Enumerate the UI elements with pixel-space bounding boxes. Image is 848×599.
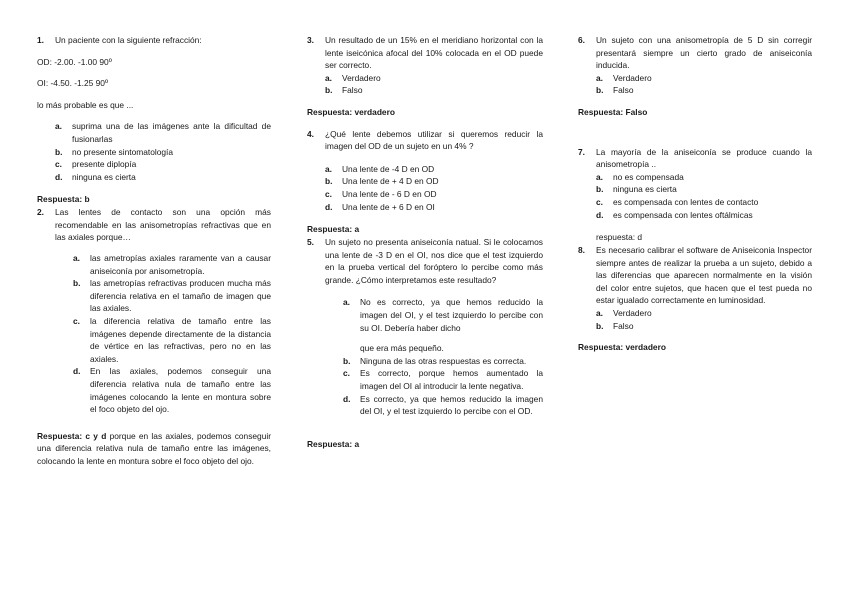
option-text: no es compensada (613, 171, 684, 182)
option-a (325, 72, 543, 85)
option-text: Verdadero (342, 72, 381, 83)
option-letter: a. (55, 121, 62, 132)
option-letter: a. (596, 171, 603, 182)
option-a (55, 120, 271, 145)
option-d (596, 209, 812, 222)
column-2 (307, 34, 543, 450)
option-text: es compensada con lentes oftálmicas (613, 209, 753, 220)
option-text: ninguna es cierta (72, 171, 136, 182)
answer-q3: Respuesta: verdadero (307, 107, 395, 118)
option-text: las ametropías axiales raramente van a causar aniseiconía por anisometropía. (90, 252, 271, 276)
option-text: Verdadero (613, 307, 652, 318)
option-b (596, 183, 812, 196)
option-letter: b. (55, 146, 63, 157)
question-lead: lo más probable es que ... (37, 99, 134, 110)
option-b (343, 355, 543, 368)
option-text: no presente sintomatología (72, 146, 174, 157)
option-b (55, 146, 271, 159)
option-letter: b. (596, 184, 604, 195)
option-letter: b. (325, 176, 333, 187)
option-letter: a. (73, 252, 80, 263)
answer-q4: Respuesta: a (307, 224, 360, 235)
option-letter: c. (325, 189, 332, 200)
column-1 (37, 34, 271, 468)
question-text: Un sujeto con una anisometropía de 5 D sin corregir presentará siempre un cierto grado de aniseiconía inducida. (596, 35, 812, 71)
option-c (343, 367, 543, 392)
option-a (596, 171, 812, 184)
answer-q8: Respuesta: verdadero (578, 342, 666, 353)
option-text: Falso (613, 85, 634, 96)
option-a (325, 163, 543, 176)
option-text: suprima una de las imágenes ante la dificultad de fusionarlas (72, 121, 271, 145)
question-number: 1. (37, 35, 44, 45)
option-letter: b. (596, 320, 604, 331)
option-d (325, 201, 543, 214)
option-text: Una lente de + 4 D en OD (342, 176, 439, 187)
refraction-oi: OI: -4.50. -1.25 90º (37, 78, 109, 89)
option-a (596, 72, 812, 85)
option-b (596, 320, 812, 333)
answer-q1: Respuesta: b (37, 194, 90, 205)
option-text: No es correcto, ya que hemos reducido la imagen del OI, y el test izquierdo lo percibe con su OI. Debería haber dicho (360, 297, 543, 333)
options-q8 (596, 307, 812, 332)
options-q6 (596, 72, 812, 97)
options-q3 (325, 72, 543, 97)
option-a (73, 252, 271, 277)
question-number: 5. (307, 236, 314, 247)
question-text: Un resultado de un 15% en el meridiano horizontal con la lente iseicónica afocal del 10% colocada en el OD puede ser correcto. (325, 35, 543, 71)
option-a (343, 296, 543, 354)
option-letter: a. (325, 72, 332, 83)
question-4 (307, 128, 543, 153)
question-3 (307, 34, 543, 72)
question-6 (578, 34, 812, 72)
option-c (55, 158, 271, 171)
option-text: Es correcto, porque hemos aumentado la imagen del OI al introducir la lente negativa. (360, 368, 543, 392)
option-letter: d. (325, 201, 333, 212)
option-letter: c. (55, 159, 62, 170)
option-text: Falso (342, 85, 363, 96)
question-number: 2. (37, 207, 44, 218)
column-3 (578, 34, 812, 354)
option-text: la diferencia relativa de tamaño entre las imágenes depende directamente de la distancia de vértice en las refractivas, pero no en las axiales. (90, 315, 271, 364)
question-1 (37, 34, 271, 47)
option-c (325, 188, 543, 201)
question-text: Es necesario calibrar el software de Aniseiconia Inspector siempre antes de realizar la prueba a un sujeto, debido a las diferencias que aparecen normalmente en la visión del color entre sujetos, que hacen que el test pueda no estar igualado correctamente en luminosidad. (596, 244, 812, 306)
option-letter: c. (596, 197, 603, 208)
options-q2 (73, 252, 271, 416)
options-q7 (596, 171, 812, 221)
option-letter: d. (55, 171, 63, 182)
option-b (596, 84, 812, 97)
option-letter: a. (343, 297, 350, 308)
option-d (55, 171, 271, 184)
option-text: Es correcto, ya que hemos reducido la imagen del OI, y el test izquierdo lo percibe con el OD. (360, 393, 543, 417)
option-text: Falso (613, 320, 634, 331)
option-b (325, 175, 543, 188)
question-text: ¿Qué lente debemos utilizar si queremos reducir la imagen del OD de un sujeto en un 4% ? (325, 128, 543, 152)
question-text: La mayoría de la aniseiconía se produce cuando la anisometropía .. (596, 146, 812, 170)
question-2 (37, 206, 271, 244)
question-text: Las lentes de contacto son una opción más recomendable en las anisometropías refractivas que en las axiales porque… (55, 207, 271, 243)
option-text: Una lente de + 6 D en OI (342, 201, 435, 212)
answer-choice: c y d (85, 430, 107, 441)
option-text: presente diplopía (72, 159, 137, 170)
answer-q2 (37, 430, 271, 468)
option-letter: b. (73, 278, 81, 289)
option-text: Ninguna de las otras respuestas es correcta. (360, 355, 527, 366)
answer-q6: Respuesta: Falso (578, 107, 648, 118)
question-number: 4. (307, 128, 314, 139)
option-letter: d. (73, 366, 81, 377)
answer-explanation: porque en las axiales, podemos conseguir una diferencia relativa nula de tamaño entre las imágenes, colocando la lente en montura sobre el foco objeto del ojo. (37, 430, 272, 467)
answer-q5: Respuesta: a (307, 438, 360, 449)
question-text: Un sujeto no presenta aniseiconía natual. Si le colocamos una lente de -3 D en el OI, nos dice que el test izquierdo en la prueba vertical del foróptero lo percibe como más grande. ¿Cómo interpretamos este resultado? (325, 236, 543, 285)
refraction-od: OD: -2.00. -1.00 90º (37, 56, 112, 67)
option-c (596, 196, 812, 209)
option-c (73, 315, 271, 365)
option-text: ninguna es cierta (613, 184, 677, 195)
option-letter: a. (596, 307, 603, 318)
question-7 (578, 146, 812, 171)
option-text: Verdadero (613, 72, 652, 83)
option-text: es compensada con lentes de contacto (613, 197, 759, 208)
option-a (596, 307, 812, 320)
options-q5 (343, 296, 543, 417)
option-letter: c. (343, 368, 350, 379)
answer-label: Respuesta: (37, 430, 83, 441)
options-q1 (55, 120, 271, 183)
option-text: Una lente de - 6 D en OD (342, 189, 437, 200)
question-number: 8. (578, 244, 585, 255)
question-number: 6. (578, 35, 585, 45)
option-b (325, 84, 543, 97)
option-d (343, 393, 543, 418)
question-5 (307, 236, 543, 286)
option-letter: a. (325, 163, 332, 174)
question-number: 7. (578, 146, 585, 157)
option-letter: d. (343, 393, 351, 404)
option-b (73, 277, 271, 315)
question-8 (578, 244, 812, 307)
option-text-continuation: que era más pequeño. (360, 343, 444, 354)
option-text: En las axiales, podemos conseguir una diferencia relativa nula de tamaño entre las imágenes colocando la lente en montura sobre el foco objeto del ojo. (90, 366, 271, 415)
option-letter: d. (596, 209, 604, 220)
option-letter: b. (343, 355, 351, 366)
options-q4 (325, 163, 543, 213)
option-d (73, 365, 271, 415)
option-text: Una lente de -4 D en OD (342, 163, 435, 174)
question-number: 3. (307, 35, 314, 45)
option-letter: b. (596, 85, 604, 96)
option-letter: c. (73, 315, 80, 326)
option-letter: b. (325, 85, 333, 96)
option-text: las ametropías refractivas producen mucha más diferencia relativa en el tamaño de imagen que las axiales. (90, 278, 271, 314)
question-text: Un paciente con la siguiente refracción: (55, 35, 202, 45)
answer-q7: respuesta: d (596, 232, 643, 243)
option-letter: a. (596, 72, 603, 83)
